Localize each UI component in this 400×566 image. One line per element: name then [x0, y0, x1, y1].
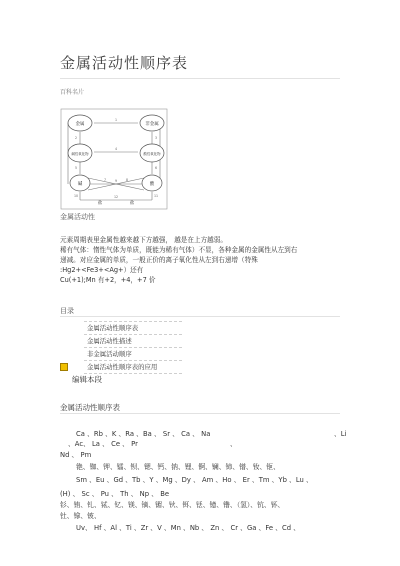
edge-label: 4	[114, 147, 118, 151]
intro-line: 稀有气体：惰性气体为单质，既能为稀有气体）不显，各种金属的金属性从左到右	[60, 246, 298, 254]
divider	[60, 78, 340, 79]
meta-label: 百科名片	[60, 89, 85, 96]
edge-label: 2	[74, 136, 78, 140]
edge-label: 3	[154, 136, 158, 140]
edge-label: 11	[153, 194, 159, 198]
toc-link[interactable]: 非金属活动顺序	[84, 348, 182, 361]
edit-icon[interactable]	[60, 363, 68, 371]
divider	[60, 413, 340, 414]
edge-label: 12	[113, 195, 119, 199]
toc-link[interactable]: 金属活动性顺序表的应用	[84, 361, 182, 374]
edge-label: 6	[154, 166, 158, 170]
conversion-diagram	[60, 108, 168, 210]
diagram-caption: 金属活动性	[60, 213, 95, 221]
edit-section-link[interactable]: 编辑本段	[72, 375, 102, 384]
node-label: 碱性氧化物	[71, 152, 89, 156]
edge-label: 1	[114, 118, 118, 122]
element-line: 、Ac、 La 、 Ce 、 Pr	[68, 440, 138, 448]
element-line: Ca 、Rb 、K 、Ra 、Ba 、 Sr 、 Ca 、 Na	[76, 430, 211, 438]
section-title: 金属活动性顺序表	[60, 403, 120, 412]
element-line: Sm 、Eu 、Gd 、Tb 、Y 、Mg 、Dy 、 Am 、Ho 、 Er 、Tm 、Yb 、Lu 、	[76, 476, 313, 484]
table-of-contents	[84, 321, 182, 374]
element-line: Uv、 Hf 、Al 、Ti 、Zr 、V 、Mn 、Nb 、 Zn 、 Cr 、Ga 、Fe 、Cd 、	[76, 524, 301, 532]
node-label: 碱	[77, 182, 83, 187]
page-title: 金属活动性顺序表	[60, 54, 189, 72]
element-line: 钐、铕、钆、铽、钇、镁、镝、镅、钬、铒、铥、镱、镥、（氢）、钪、钚、	[60, 501, 285, 509]
edge-label: 8	[125, 178, 129, 182]
element-line: (H) 、 Sc 、 Pu 、 Th 、 Np 、 Be	[60, 490, 170, 498]
edge-label: 10	[73, 194, 79, 198]
intro-line: 元素周期表里金属性越来越下方越强， 越是在上方越弱。	[60, 236, 227, 244]
element-line: Nd 、 Pm	[60, 451, 92, 459]
node-label: 酸性氧化物	[143, 152, 161, 156]
divider	[60, 316, 340, 317]
element-line: 铯、铷、钾、镭、钡、锶、钙、钠、锂、锕、镧、铈、镨、钕、钷、	[76, 463, 280, 471]
toc-link[interactable]: 金属活动性描述	[84, 335, 182, 348]
toc-link[interactable]: 金属活动性顺序表	[84, 321, 182, 335]
intro-line: :Hg2+<Fe3+<Ag+）还有	[60, 266, 144, 274]
edge-label: 5	[74, 166, 78, 170]
element-line: 钍、镎、铍、	[60, 512, 101, 520]
element-line: 、Li	[334, 430, 347, 438]
node-label: 盐	[97, 201, 103, 206]
node-label: 酸	[149, 182, 155, 187]
node-label: 非金属	[145, 122, 159, 127]
edge-label: 7	[103, 178, 107, 182]
edge-label: 9	[114, 179, 118, 183]
node-label: 盐	[129, 201, 135, 206]
intro-line: 递减。对应金属的单质，一般正价的离子氧化性从左到右递增（特殊	[60, 256, 258, 264]
node-label: 金属	[75, 122, 85, 127]
element-line: 、	[230, 440, 237, 448]
toc-heading: 目录	[60, 307, 74, 315]
intro-line: Cu(+1);Mn 有+2，+4，+7 价	[60, 276, 156, 284]
